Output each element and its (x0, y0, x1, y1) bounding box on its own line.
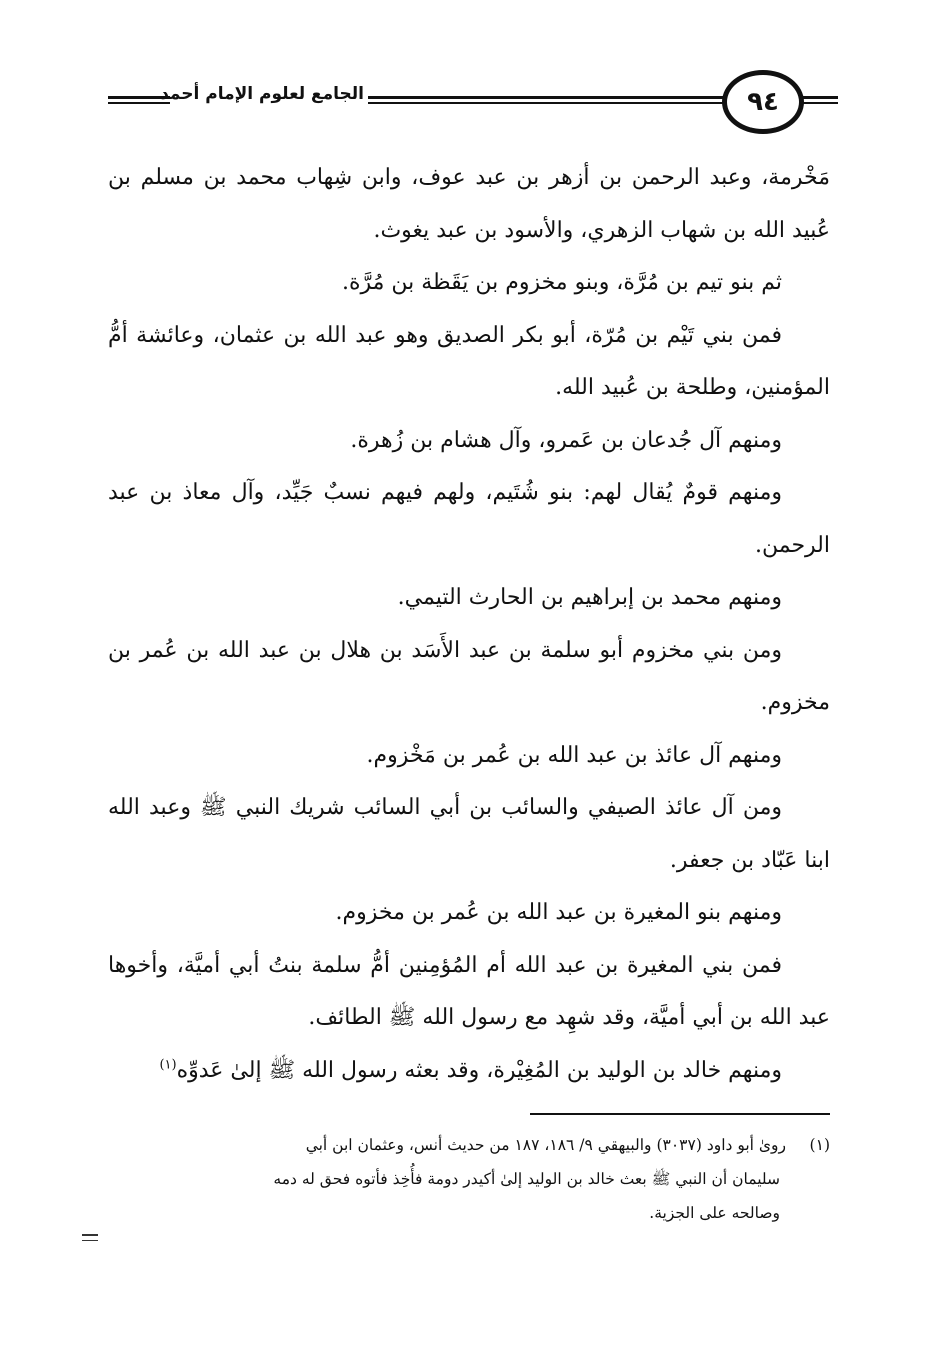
paragraph: ومنهم قومٌ يُقال لهم: بنو شُتَيم، ولهم فيهم نسبٌ جَيِّد، وآل معاذ بن عبد الرحمن. (108, 480, 830, 558)
footnote-number: (١) (809, 1136, 830, 1154)
paragraph: مَخْرمة، وعبد الرحمن بن أزهر بن عبد عوف، وابن شِهاب محمد بن مسلم بن عُبيد الله بن شهاب الزهري، والأسود بن عبد يغوث. (108, 165, 830, 243)
paragraph: فمن بني تَيْم بن مُرّة، أبو بكر الصديق وهو عبد الله بن عثمان، وعائشة أمُّ المؤمنين، وطلحة بن عُبيد الله. (108, 322, 830, 400)
paragraph: فمن بني المغيرة بن عبد الله أم المُؤمِنين أمُّ سلمة بنتُ أبي أميَّة، وأخوها عبد الله بن أبي أميَّة، وقد شهِد مع رسول الله ﷺ الطائف. (108, 952, 830, 1030)
page-number: ٩٤ (747, 87, 779, 117)
paragraph: ومنهم آل جُدعان بن عَمرو، وآل هشام بن زُهرة. (350, 427, 782, 453)
paragraph: ومنهم محمد بن إبراهيم بن الحارث التيمي. (397, 585, 782, 610)
page-number-badge (722, 70, 804, 134)
footnotes (108, 1128, 830, 1230)
paragraph-text: ومنهم خالد بن الوليد بن المُغِيْرة، وقد بعثه رسول الله ﷺ إلىٰ عَدوِّه (176, 1057, 782, 1083)
footnote-line: وصالحه على الجزية. (649, 1204, 780, 1222)
margin-mark (82, 1234, 98, 1245)
running-title: الجامع لعلوم الإمام أحمد (160, 84, 364, 104)
paragraph: ومنهم آل عائذ بن عبد الله بن عُمر بن مَخْزوم. (366, 742, 782, 768)
page-header (100, 70, 840, 150)
body-text (108, 152, 830, 1097)
footnote-text: روىٰ أبو داود (٣٠٣٧) والبيهقي ٩/ ١٨٦، ١٨٧ من حديث أنس، وعثمان ابن أبي (305, 1136, 786, 1154)
footnote-separator (530, 1113, 830, 1115)
paragraph-with-footnote (108, 1045, 830, 1098)
paragraph: ومنهم بنو المغيرة بن عبد الله بن عُمر بن مخزوم. (335, 900, 782, 925)
footnote-reference[interactable]: (١) (159, 1057, 177, 1073)
paragraph: ثم بنو تيم بن مُرَّة، وبنو مخزوم بن يَقَظة بن مُرَّة. (341, 270, 782, 295)
footnote-line (108, 1128, 830, 1162)
paragraph: ومن بني مخزوم أبو سلمة بن عبد الأَسَد بن هلال بن عبد الله بن عُمر بن مخزوم. (108, 637, 830, 715)
paragraph: ومن آل عائذ الصيفي والسائب بن أبي السائب شريك النبي ﷺ وعبد الله ابنا عَبّاد بن جعفر. (108, 795, 830, 873)
footnote-line: سليمان أن النبي ﷺ بعث خالد بن الوليد إلىٰ أكيدر دومة فأُخِذ فأتوه فحق له دمه (273, 1170, 780, 1188)
header-rule-tail (808, 96, 838, 104)
